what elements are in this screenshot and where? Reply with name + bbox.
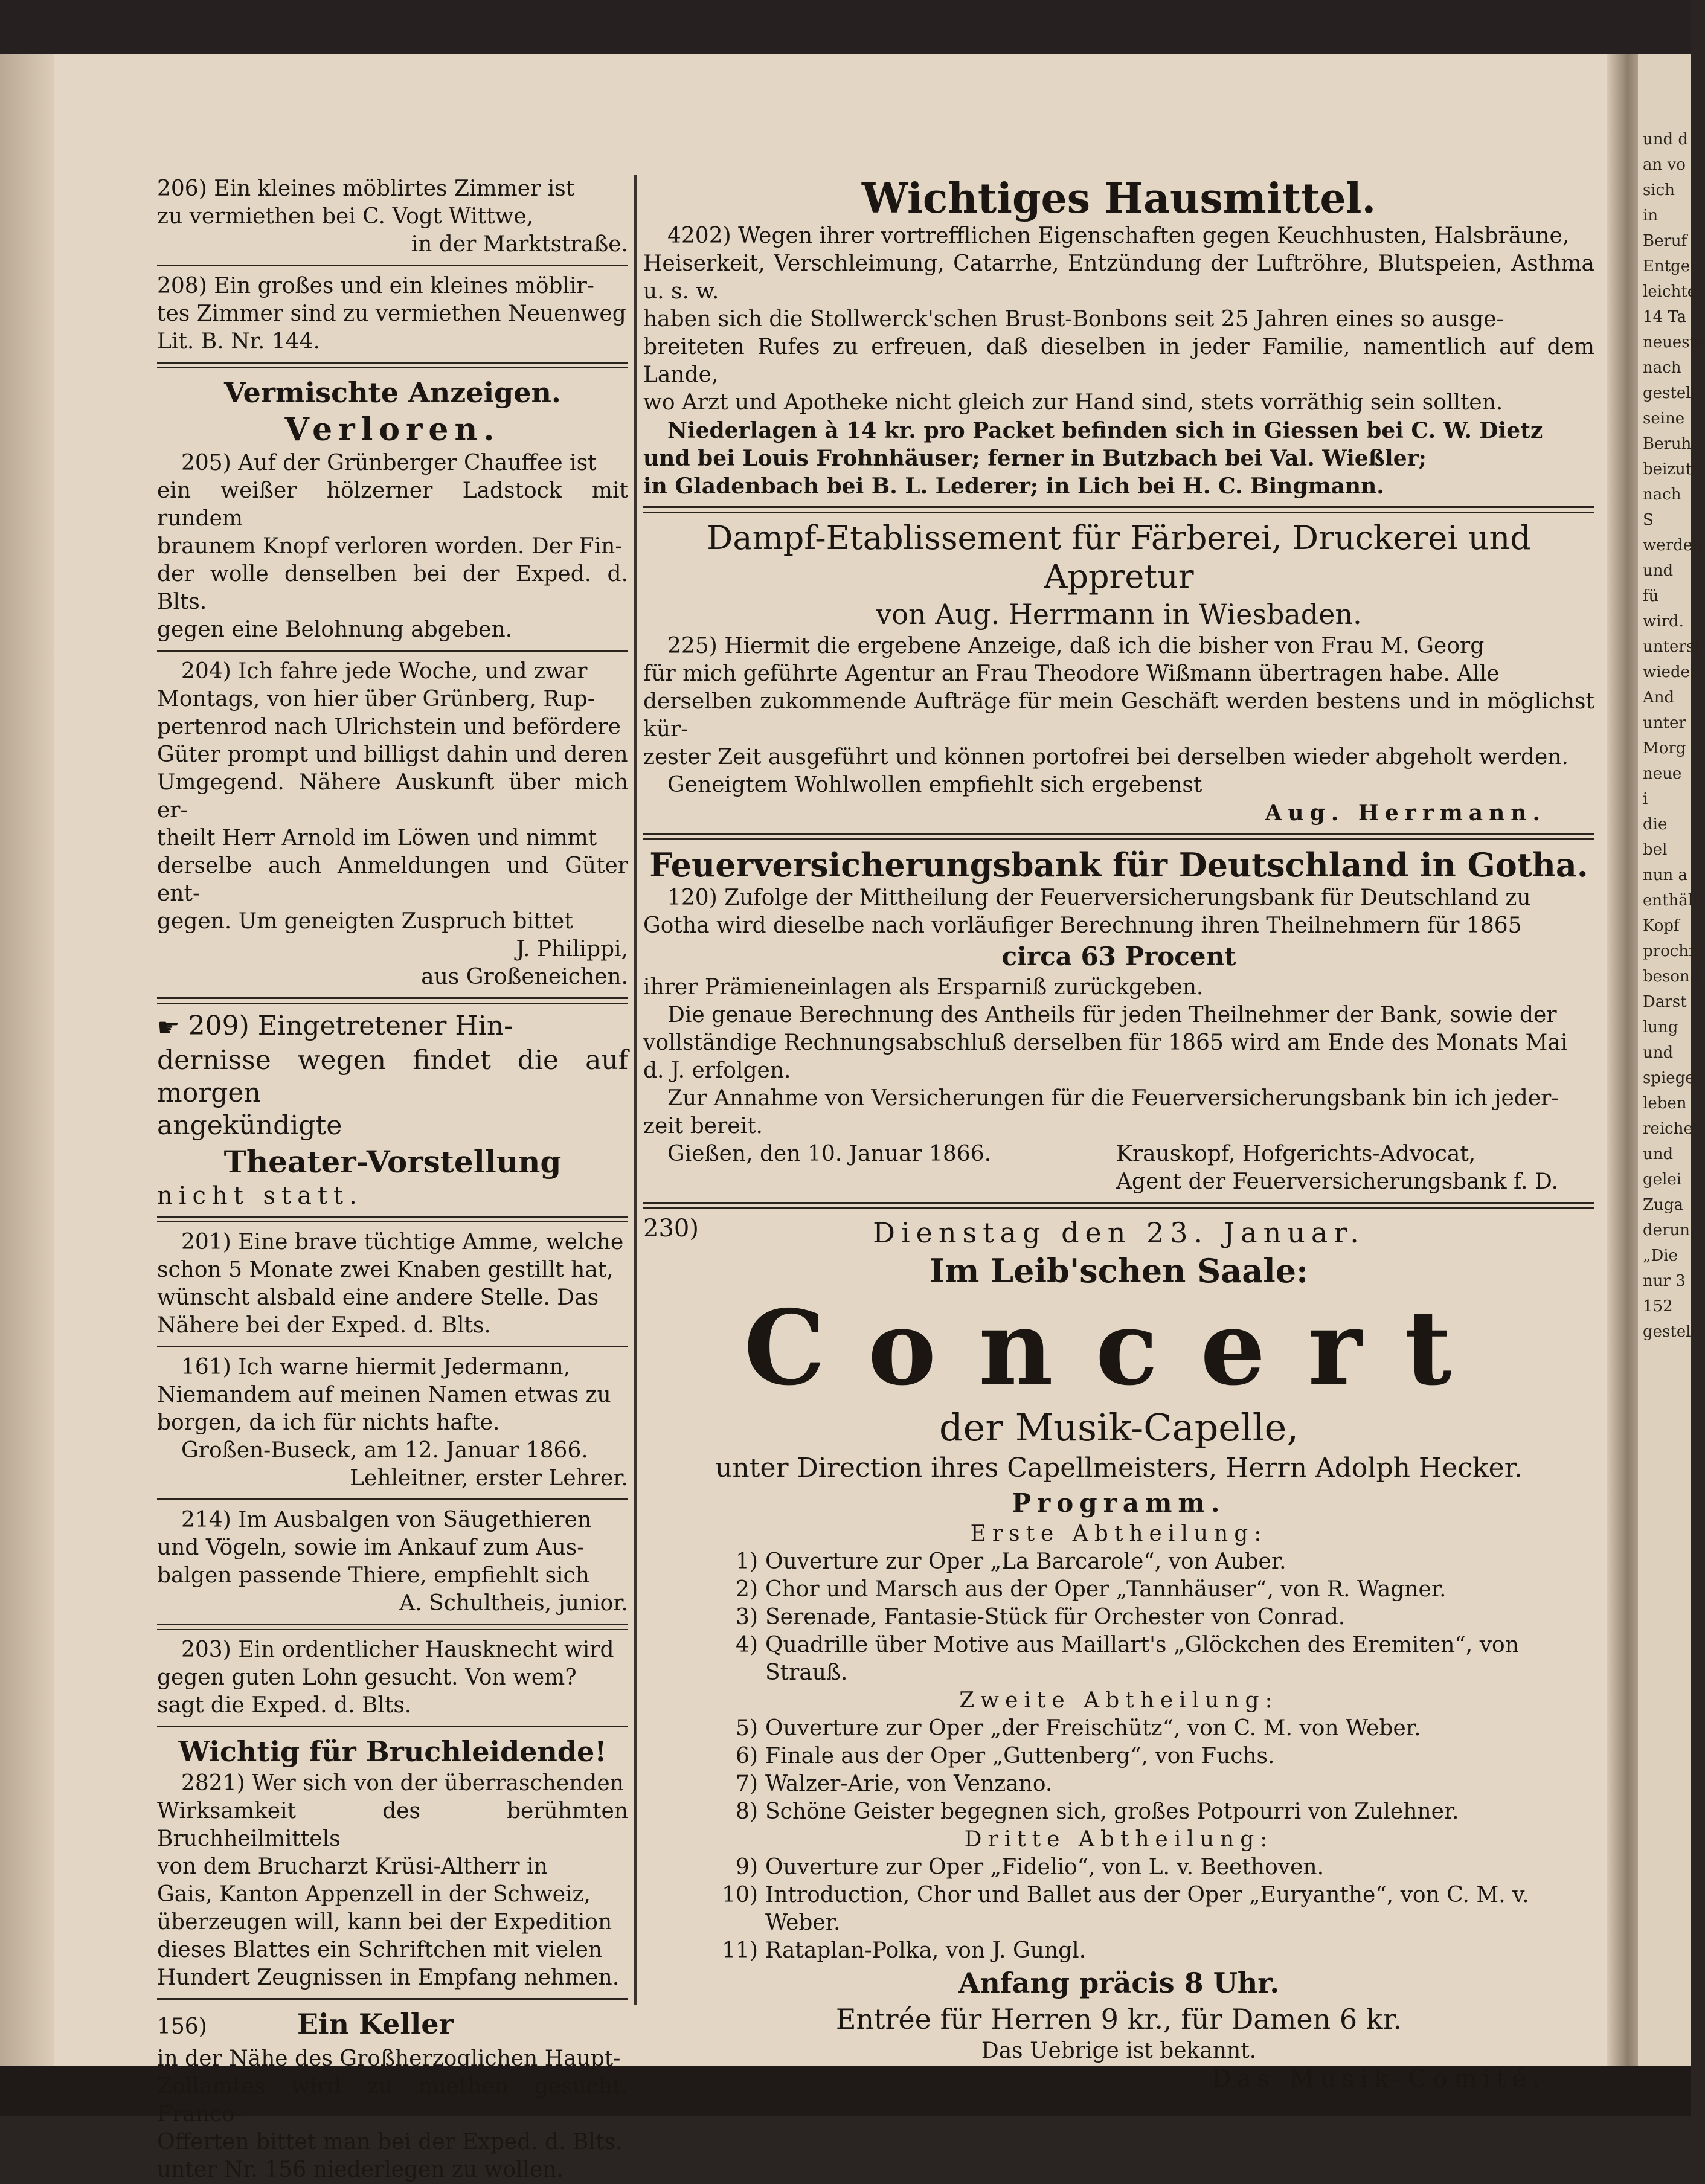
ad-206 [157, 175, 628, 259]
ad-2821-line: Wirksamkeit des berühmten Bruchheilmittels [157, 1798, 628, 1851]
divider [157, 650, 628, 652]
concert-heading: Concert [743, 1288, 1494, 1408]
dampf-subheading: von Aug. Herrmann in Wiesbaden. [876, 598, 1362, 631]
programme-item-text: Ouverture zur Oper „Fidelio“, von L. v. Beethoven. [765, 1855, 1325, 1880]
ad-204-line: theilt Herr Arnold im Löwen und nimmt [157, 826, 597, 850]
facing-page-fragment-line: nach S [1643, 486, 1681, 529]
ad-4202-line: und bei Louis Frohnhäuser; ferner in Butzbach bei Val. Wießler; [643, 446, 1427, 471]
ad-2821-line: Hundert Zeugnissen in Empfang nehmen. [157, 1965, 620, 1990]
ad-161-line: Niemandem auf meinen Namen etwas zu [157, 1382, 611, 1407]
ad-230-concert [643, 1215, 1594, 2093]
keller-heading: Ein Keller [297, 2007, 454, 2040]
facing-page-fragment-line: prochn [1643, 942, 1699, 960]
ad-204-line: derselbe auch Anmeldungen und Güter ent- [157, 853, 628, 906]
ad-2821-line: Gais, Kanton Appenzell in der Schweiz, [157, 1881, 591, 1907]
ad-230-number: 230) [643, 1215, 699, 1242]
ad-209-line: dernisse wegen findet die auf morgen [157, 1044, 628, 1108]
ad-161-signature: Lehleitner, erster Lehrer. [350, 1465, 628, 1491]
ad-201-line: Nähere bei der Exped. d. Blts. [157, 1312, 491, 1338]
feuer-heading: Feuerversicherungsbank für Deutschland in Gotha. [649, 846, 1588, 884]
ad-4202-line: 4202) Wegen ihrer vortrefflichen Eigenschaften gegen Keuchhusten, Halsbräune, [667, 223, 1570, 248]
ad-120-line: ihrer Prämieneinlagen als Ersparniß zurückgeben. [643, 975, 1204, 1000]
facing-page-fragment-line: die bel [1643, 815, 1668, 859]
facing-page-fragment-line: enthält [1643, 891, 1700, 910]
ad-120-line: Gotha wird dieselbe nach vorläufiger Berechnung ihren Theilnehmern für 1865 [643, 913, 1522, 938]
ad-203-line: sagt die Exped. d. Blts. [157, 1692, 412, 1718]
facing-page-fragment-line: neue i [1643, 765, 1682, 808]
ad-2821 [157, 1733, 628, 1992]
facing-page-fragment-line: und d [1643, 130, 1689, 149]
facing-page-fragment-line: spiege [1643, 1069, 1695, 1087]
facing-page-fragment-line: und [1643, 1044, 1674, 1062]
concert-venue: Im Leib'schen Saale: [929, 1251, 1309, 1290]
ad-205-line: ein weißer hölzerner Ladstock mit rundem [157, 478, 628, 531]
programme-item-number: 11) [722, 1938, 758, 1963]
programme-item [716, 1881, 1594, 1937]
ad-203-line: gegen guten Lohn gesucht. Von wem? [157, 1665, 577, 1690]
facing-page-fragment-line: derun [1643, 1221, 1690, 1239]
programme-item-number: 5) [736, 1716, 758, 1741]
facing-page-fragment-line: wird. [1643, 612, 1684, 631]
ad-203 [157, 1636, 628, 1720]
programme-item [716, 1798, 1594, 1826]
programme-item-text: Rataplan-Polka, von J. Gungl. [765, 1938, 1087, 1963]
programme-item-number: 8) [736, 1799, 758, 1824]
ad-205-line: 205) Auf der Grünberger Chauffee ist [181, 451, 597, 475]
facing-page-fragment-line: gestelt [1643, 1323, 1697, 1341]
divider [157, 1998, 628, 2000]
programme-item [716, 1604, 1594, 1631]
ad-120-line: d. J. erfolgen. [643, 1058, 791, 1083]
ad-208-line: Lit. B. Nr. 144. [157, 329, 320, 354]
verloren-heading: Verloren. [284, 411, 501, 448]
ad-204-line: Umgegend. Nähere Auskunft über mich er- [157, 770, 628, 823]
ad-214-line: balgen passende Thiere, empfiehlt sich [157, 1563, 589, 1588]
ad-201-line: 201) Eine brave tüchtige Amme, welche [181, 1229, 624, 1254]
facing-page-fragment-line: Zuga [1643, 1196, 1683, 1214]
theater-heading: Theater-Vorstellung [223, 1143, 562, 1180]
ad-209 [157, 1010, 628, 1210]
programme-item [716, 1770, 1594, 1798]
right-column [643, 175, 1594, 2093]
ad-120-line: zeit bereit. [643, 1114, 763, 1139]
ad-204-line: Güter prompt und billigst dahin und deren [157, 742, 628, 767]
facing-page-fragment-line: wieder [1643, 663, 1698, 681]
ad-120-date: Gießen, den 10. Januar 1866. [667, 1142, 992, 1166]
ad-2821-line: 2821) Wer sich von der überraschenden [181, 1770, 624, 1796]
facing-page-fragment-line: Beruf [1643, 232, 1687, 250]
programme-item [716, 1742, 1594, 1770]
ad-204-line: 204) Ich fahre jede Woche, und zwar [181, 659, 588, 684]
ad-206-line: in der Marktstraße. [411, 232, 628, 257]
ad-120-line: vollständige Rechnungsabschluß derselben für 1865 wird am Ende des Monats Mai [643, 1030, 1568, 1055]
facing-page-fragment-line: lung [1643, 1018, 1678, 1036]
ad-120-line: 120) Zufolge der Mittheilung der Feuerversicherungsbank für Deutschland zu [667, 885, 1531, 910]
facing-page-fragment-line: werden [1643, 536, 1703, 554]
ad-214-line: und Vögeln, sowie im Ankauf zum Aus- [157, 1535, 585, 1560]
facing-page-fragment-line: Darst [1643, 993, 1687, 1011]
facing-page-fragment-line: reiche [1643, 1120, 1693, 1138]
ad-203-line: 203) Ein ordentlicher Hausknecht wird [181, 1637, 614, 1662]
facing-page-fragment-line: besond [1643, 968, 1700, 986]
ad-201-line: wünscht alsbald eine andere Stelle. Das [157, 1285, 599, 1310]
ad-4202-line: wo Arzt und Apotheke nicht gleich zur Hand sind, stets vorräthig sein sollten. [643, 390, 1503, 415]
ad-225-line: für mich geführte Agentur an Frau Theodore Wißmann übertragen habe. Alle [643, 661, 1500, 686]
ad-225-line: derselben zukommende Aufträge für mein Geschäft werden bestens und in möglichst kür- [643, 689, 1594, 742]
divider [157, 1216, 628, 1222]
divider [157, 1726, 628, 1727]
abteilung-heading: Erste Abtheilung: [970, 1521, 1268, 1546]
facing-page-fragment-line: unter [1643, 714, 1686, 732]
facing-page-fragment-line: Kopf [1643, 917, 1680, 935]
concert-signature: Das Musik-Comité. [1211, 2065, 1546, 2093]
programme-item [716, 1548, 1594, 1576]
ad-206-line: 206) Ein kleines möblirtes Zimmer ist [157, 176, 575, 201]
facing-page-fragment-line: And [1643, 689, 1675, 707]
programme-item-text: Finale aus der Oper „Guttenberg“, von Fuchs. [765, 1744, 1275, 1768]
ad-201-line: schon 5 Monate zwei Knaben gestillt hat, [157, 1257, 614, 1282]
ad-214-line: 214) Im Ausbalgen von Säugethieren [181, 1507, 592, 1532]
divider [643, 833, 1594, 840]
facing-page-fragment-line: unterst [1643, 638, 1701, 656]
ad-206-line: zu vermiethen bei C. Vogt Wittwe, [157, 204, 534, 229]
programme-item-text: Serenade, Fantasie-Stück für Orchester von Conrad. [765, 1605, 1346, 1630]
programme-item-text: Ouverture zur Oper „La Barcarole“, von Auber. [765, 1549, 1286, 1574]
ad-204-line: gegen. Um geneigten Zuspruch bittet [157, 909, 573, 934]
ad-208-line: 208) Ein großes und ein kleines möblir- [157, 274, 594, 298]
ad-120-signature: Krauskopf, Hofgerichts-Advocat, [1116, 1142, 1476, 1166]
programme-item-number: 4) [736, 1633, 758, 1657]
programme-item [716, 1576, 1594, 1604]
ad-4202-line: breiteten Rufes zu erfreuen, daß dieselben in jeder Familie, namentlich auf dem Lande, [643, 335, 1594, 387]
ad-225-line: zester Zeit ausgeführt und können portofrei bei derselben wieder abgeholt werden. [643, 745, 1569, 769]
ad-209-line: 209) Eingetretener Hin- [188, 1010, 513, 1041]
facing-page-fragment [1638, 54, 1705, 2066]
divider [157, 265, 628, 266]
programme-item-text: Walzer-Arie, von Venzano. [765, 1771, 1053, 1796]
facing-page-fragment-line: seine [1643, 410, 1685, 428]
facing-page-fragment-line: gestell [1643, 384, 1696, 402]
ad-4202 [643, 222, 1594, 500]
ad-156 [157, 2006, 628, 2184]
divider [157, 1346, 628, 1347]
facing-page-fragment-line: und [1643, 1145, 1674, 1163]
programme-item-number: 1) [736, 1549, 758, 1574]
ad-208 [157, 272, 628, 356]
programme-item-number: 3) [736, 1605, 758, 1630]
abteilung-heading: Dritte Abtheilung: [964, 1827, 1274, 1852]
facing-page-fragment-line: sich in [1643, 181, 1675, 225]
divider [643, 1202, 1594, 1209]
facing-page-fragment-line: nun a [1643, 866, 1688, 884]
ad-205-line: braunem Knopf verloren worden. Der Fin- [157, 534, 623, 559]
facing-page-fragment-line: neueste [1643, 333, 1705, 352]
feuer-highlight: circa 63 Procent [1001, 942, 1236, 971]
ad-120-line: Zur Annahme von Versicherungen für die Feuerversicherungsbank bin ich jeder- [667, 1086, 1559, 1111]
ad-201 [157, 1228, 628, 1340]
ad-204-signature: J. Philippi, [516, 937, 628, 962]
ad-225-line: 225) Hiermit die ergebene Anzeige, daß ich die bisher von Frau M. Georg [667, 634, 1485, 658]
ad-120-line: Die genaue Berechnung des Antheils für jeden Theilnehmer der Bank, sowie der [667, 1003, 1557, 1027]
concert-start: Anfang präcis 8 Uhr. [958, 1967, 1280, 1999]
programme-item [716, 1631, 1594, 1687]
ad-205-line: der wolle denselben bei der Exped. d. Blts. [157, 562, 628, 614]
facing-page-fragment-line: beizutr [1643, 460, 1700, 478]
programm-heading: Programm. [1012, 1488, 1226, 1518]
facing-page-fragment-line: 152 [1643, 1297, 1673, 1315]
programme-item-text: Ouverture zur Oper „der Freischütz“, von C. M. von Weber. [765, 1716, 1421, 1741]
ad-120-signature: Agent der Feuerversicherungsbank f. D. [1116, 1169, 1558, 1194]
ad-204 [157, 658, 628, 991]
ad-4202-line: Niederlagen à 14 kr. pro Packet befinden sich in Giessen bei C. W. Dietz [667, 418, 1543, 443]
ad-225-signature: Aug. Herrmann. [1265, 800, 1546, 826]
ad-205 [157, 449, 628, 644]
ad-4202-line: in Gladenbach bei B. L. Lederer; in Lich bei H. C. Bingmann. [643, 474, 1384, 499]
divider [157, 1624, 628, 1630]
ad-205-line: gegen eine Belohnung abgeben. [157, 617, 513, 642]
bruch-heading: Wichtig für Bruchleidende! [178, 1735, 607, 1768]
facing-page-fragment-line: an vo [1643, 156, 1686, 174]
facing-page-text [1638, 54, 1705, 1344]
programme-item-text: Chor und Marsch aus der Oper „Tannhäuser“, von R. Wagner. [765, 1577, 1447, 1602]
concert-date: Dienstag den 23. Januar. [873, 1216, 1365, 1249]
divider [643, 506, 1594, 513]
programme-item-number: 9) [736, 1855, 758, 1880]
ad-204-line: Montags, von hier über Grünberg, Rup- [157, 687, 595, 711]
programme-item-text: Schöne Geister begegnen sich, großes Potpourri von Zulehner. [765, 1799, 1459, 1824]
ad-120 [643, 846, 1594, 1196]
section-heading: Vermischte Anzeigen. [224, 376, 561, 409]
left-column [157, 175, 628, 2184]
pointing-hand-icon: ☛ [157, 1012, 180, 1042]
programme-item [716, 1854, 1594, 1881]
facing-page-fragment-line: nach [1643, 359, 1681, 377]
dampf-heading: Dampf-Etablissement für Färberei, Druckerei und [707, 519, 1531, 557]
concert-kapelle: der Musik-Capelle, [939, 1405, 1299, 1450]
programme-item-number: 2) [736, 1577, 758, 1602]
concert-direction: unter Direction ihres Capellmeisters, Herrn Adolph Hecker. [715, 1453, 1523, 1483]
ad-161 [157, 1354, 628, 1492]
divider [157, 362, 628, 368]
ad-204-signature: aus Großeneichen. [421, 965, 628, 989]
facing-page-fragment-line: leben [1643, 1094, 1687, 1113]
facing-page-fragment-line: 14 Ta [1643, 308, 1687, 326]
concert-note: Das Uebrige ist bekannt. [981, 2038, 1257, 2063]
ad-209-line: angekündigte [157, 1110, 342, 1141]
facing-page-fragment-line: Beruh [1643, 435, 1692, 453]
programme-part-2 [643, 1715, 1594, 1826]
ad-204-line: pertenrod nach Ulrichstein und befördere [157, 715, 621, 739]
ad-156-line: Offerten bittet man bei der Exped. d. Blts. [157, 2129, 623, 2154]
hausmittel-heading: Wichtiges Hausmittel. [861, 175, 1376, 223]
programme-item-number: 6) [736, 1744, 758, 1768]
programme-item-number: 7) [736, 1771, 758, 1796]
ad-225 [643, 519, 1594, 827]
programme-part-1 [643, 1548, 1594, 1687]
programme-item-text: Quadrille über Motive aus Maillart's „Glöckchen des Eremiten“, von Strauß. [765, 1633, 1519, 1685]
ad-156-line: unter Nr. 156 niederlegen zu wollen. [157, 2157, 564, 2182]
programme-item [716, 1937, 1594, 1965]
programme-item-text: Introduction, Chor und Ballet aus der Oper „Euryanthe“, von C. M. v. Weber. [765, 1883, 1529, 1935]
ad-214-signature: A. Schultheis, junior. [399, 1590, 628, 1616]
dampf-heading: Appretur [1044, 557, 1194, 596]
ad-161-line: 161) Ich warne hiermit Jedermann, [181, 1354, 571, 1379]
ad-2821-line: von dem Brucharzt Krüsi-Altherr in [157, 1854, 548, 1879]
divider [157, 1498, 628, 1500]
book-edge-left [0, 54, 54, 2066]
facing-page-fragment-line: gelei [1643, 1171, 1682, 1189]
ad-156-number: 156) [157, 2014, 207, 2039]
facing-page-fragment-line: und fü [1643, 562, 1674, 605]
facing-page-fragment-line: leichte [1643, 283, 1697, 301]
facing-page-fragment-line: Morg [1643, 739, 1686, 757]
ad-156-line: in der Nähe des Großherzoglichen Haupt- [157, 2046, 621, 2071]
abteilung-heading: Zweite Abtheilung: [959, 1688, 1279, 1713]
ad-4202-line: haben sich die Stollwerck'schen Brust-Bonbons seit 25 Jahren eines so ausge- [643, 307, 1504, 332]
programme-item [716, 1715, 1594, 1742]
ad-2821-line: dieses Blattes ein Schriftchen mit vielen [157, 1937, 603, 1962]
programme-item-number: 10) [722, 1883, 758, 1907]
facing-page-fragment-line: nur 3 [1643, 1272, 1686, 1290]
ad-4202-line: Heiserkeit, Verschleimung, Catarrhe, Entzündung der Luftröhre, Blutspeien, Asthma u. s. w. [643, 251, 1594, 304]
facing-page-fragment-line: Entge [1643, 257, 1691, 275]
ad-208-line: tes Zimmer sind zu vermiethen Neuenweg [157, 301, 626, 326]
divider [157, 997, 628, 1004]
ad-161-line: Großen-Buseck, am 12. Januar 1866. [181, 1437, 588, 1463]
facing-page-fragment-line: „Die [1643, 1247, 1678, 1265]
ad-225-line: Geneigtem Wohlwollen empfiehlt sich ergebenst [667, 772, 1202, 797]
ad-156-line: Zollamtes wird zu miethen gesucht. Franco- [157, 2073, 628, 2127]
ad-214 [157, 1506, 628, 1617]
programme-part-3 [643, 1854, 1594, 1965]
ad-209-line: nicht statt. [157, 1181, 363, 1210]
scan-background-top [0, 0, 1691, 54]
ad-161-line: borgen, da ich für nichts hafte. [157, 1410, 500, 1435]
concert-entry-fee: Entrée für Herren 9 kr., für Damen 6 kr. [835, 2003, 1402, 2035]
column-divider [634, 175, 637, 2005]
ad-2821-line: überzeugen will, kann bei der Expedition [157, 1909, 612, 1935]
